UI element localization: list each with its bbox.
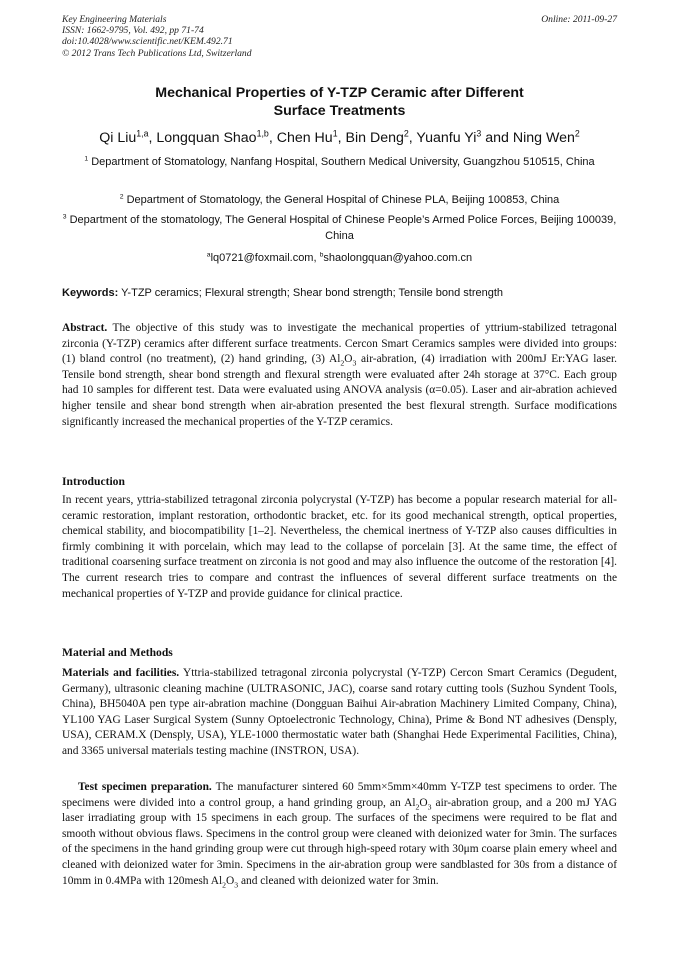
author-sup: 1 [332,128,338,139]
abstract-label: Abstract. [62,322,108,334]
email-b[interactable]: shaolongquan@yahoo.com.cn [323,252,473,264]
abstract-text: air-abration, (4) irradiation with 200mJ Er:YAG laser. Tensile bond strength, shear bond strength and flexural strength were evaluated after 24h storage at 37°C. Each group had 10 samples for different test. Data were evaluated using ANOVA analysis (α=0.05). Laser and air-abration achieved higher tensile and shear bond strength when air-abration presented the best flexural strength. Surface modifications significantly increased the mechanical properties of the Y-TZP ceramics. [62,353,617,428]
author-name: Chen Hu [276,130,333,146]
specimen-text: The manufacturer sintered 60 5mm×5mm×40mm Y-TZP test specimens to order. The specimens were divided into a control group, a hand grinding group, an Al [62,781,617,809]
author-sep: , [408,130,417,146]
journal-doi: doi:10.4028/www.scientific.net/KEM.492.71 [62,36,233,48]
author-sup: 2 [574,128,580,139]
subscript: 3 [352,358,357,368]
affiliation-text: Department of Stomatology, the General Hospital of Chinese PLA, Beijing 100853, China [126,194,560,206]
online-date: Online: 2011-09-27 [541,14,617,25]
subscript: 3 [234,879,239,889]
affiliation-1 [62,155,617,171]
affiliation-sup: 2 [119,193,124,201]
keywords [62,286,617,301]
specimen-text: O [225,874,235,887]
journal-name: Key Engineering Materials [62,14,167,25]
affiliation-sup: 1 [84,155,89,163]
affiliation-text: Department of the stomatology, The General Hospital of Chinese People’s Armed Police Forces, Beijing 100039, China [69,214,617,242]
keywords-text: Y-TZP ceramics; Flexural strength; Shear bond strength; Tensile bond strength [118,287,504,299]
affiliation-2 [62,193,617,209]
journal-header [62,14,617,59]
introduction-heading: Introduction [62,475,125,488]
abstract-text: O [344,353,353,366]
subscript: 2 [415,801,420,811]
affiliation-text: Department of Stomatology, Nanfang Hospital, Southern Medical University, Guangzhou 510515, China [91,156,595,168]
author-sep: , [268,130,277,146]
author-emails [62,251,617,266]
introduction-text: In recent years, yttria-stabilized tetragonal zirconia polycrystal (Y-TZP) has become a popular research material for all-ceramic restoration, implant restoration, orthodontic bracket, etc. for its good mechanical strength, optical properties, chemical stability, and biocompatibility [1–2]. Nevertheless, the chemical inertness of Y-TZP also causes difficulties in firmly combining it with porcelain, which may lead to the collapse of porcelain [3]. At the same time, the effect of traditional coarsening surface treatment on zirconia is not good and may also influence the outcome of the restoration [4]. The current research tries to compare and contrast the influences of several different surface treatments on the mechanical properties of Y-TZP and provide guidance for clinical practice. [62,494,617,600]
affiliation-3 [62,213,617,244]
author-name: Qi Liu [99,130,137,146]
email-sup-b: b [319,251,324,259]
abstract-text: The objective of this study was to investigate the mechanical properties of yttrium-stabilized tetragonal zirconia (Y-TZP) ceramics after different surface treatments. Cercon Smart Ceramics samples were divided into groups: (1) bland control (no treatment), (2) hand grinding, (3) Al [62,322,617,366]
author-sep: , [337,130,346,146]
author-name: Longquan Shao [156,130,257,146]
author-sep: and [481,130,513,146]
subscript: 2 [222,879,226,889]
author-sep: , [148,130,157,146]
materials-paragraph [62,666,617,760]
abstract [62,321,617,430]
author-sup: 1,a [136,128,149,139]
author-name: Bin Deng [345,130,404,146]
subscript: 3 [427,801,432,811]
author-sup: 1,b [256,128,269,139]
keywords-label: Keywords: [62,287,119,299]
email-sep: , [313,252,320,264]
author-sup: 2 [403,128,409,139]
specimen-paragraph [62,780,617,889]
affiliation-sup: 3 [62,213,67,221]
journal-copyright: © 2012 Trans Tech Publications Ltd, Switzerland [62,47,252,59]
specimen-text: air-abration group, and a 200 mJ YAG laser irradiating group with 15 specimens in each group. The surfaces of the specimens were required to be flat and smooth without obvious flaws. Specimens in the control group were cleaned with deionized water for 3min. The surfaces of the specimens in the hand grinding group were cut through high-speed rotary with 30μm coarse plain emery wheel and cleaned with deionized water for 3min. Specimens in the air-abration group were sandblasted for 30s from a distance of 10mm in 0.4MPa with 120mesh Al [62,796,617,887]
email-a[interactable]: lq0721@foxmail.com [210,252,314,264]
materials-text: Yttria-stabilized tetragonal zirconia polycrystal (Y-TZP) Cercon Smart Ceramics (Degudent, Germany), ultrasonic cleaning machine (ULTRASONIC, JAC), coarse sand rotary cutting tools (Suzhou Syndent Tools, China), BH5040A pen type air-abration machine (Dongguan Baihui Air-abration Machinery Limited Company, China), YL100 YAG Laser Surgical System (Sunny Optoelectronic Technology, China), Prime & Bond NT adhesives (Densply, USA), CERAM.X (Densply, USA), YLE-1000 thermostatic water bath (Shanghai Hede Experimental Facilities, China), and 3365 universal materials testing machine (INSTRON, USA). [62,667,618,757]
author-sup: 3 [476,128,482,139]
specimen-label: Test specimen preparation. [78,781,212,793]
materials-label: Materials and facilities. [62,667,180,679]
author-list [62,129,617,147]
author-name: Ning Wen [512,130,575,146]
title-line-2: Surface Treatments [273,103,406,119]
paper-title [62,84,617,120]
email-sup-a: a [206,251,211,259]
journal-issn: ISSN: 1662-9795, Vol. 492, pp 71-74 [62,25,204,37]
specimen-text: and cleaned with deionized water for 3min. [238,874,439,887]
subscript: 2 [340,358,345,368]
specimen-text: O [419,796,428,809]
title-line-1: Mechanical Properties of Y-TZP Ceramic after Different [155,85,524,101]
author-name: Yuanfu Yi [416,130,477,146]
methods-heading: Material and Methods [62,646,173,659]
